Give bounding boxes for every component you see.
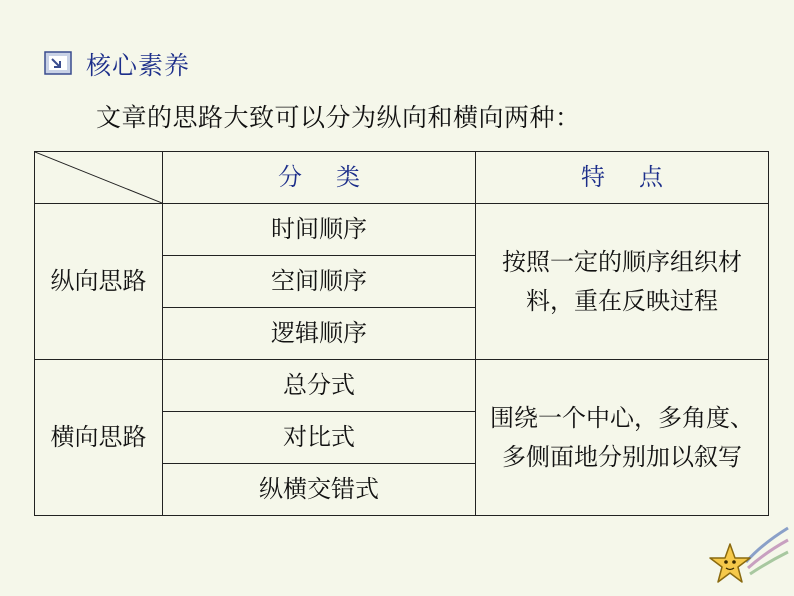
section-header [44,44,190,84]
category-item: 逻辑顺序 [163,308,476,360]
category-item: 总分式 [163,360,476,412]
category-item: 纵横交错式 [163,464,476,516]
group-feature: 按照一定的顺序组织材料，重在反映过程 [476,204,769,360]
category-item: 对比式 [163,412,476,464]
shooting-star-icon [702,522,790,592]
section-title: 核心素养 [86,51,191,80]
thinking-types-table [34,151,769,516]
table-row [35,360,769,412]
group-name: 横向思路 [35,360,163,516]
category-item: 空间顺序 [163,256,476,308]
group-feature: 围绕一个中心，多角度、多侧面地分别加以叙写 [476,360,769,516]
flag-icon [44,51,74,77]
intro-text: 文章的思路大致可以分为纵向和横向两种： [96,103,581,132]
table-row [35,204,769,256]
table-header-row [35,152,769,204]
feature-header: 特点 [476,152,769,204]
category-item: 时间顺序 [163,204,476,256]
diagonal-header-cell [35,152,163,204]
group-name: 纵向思路 [35,204,163,360]
category-header: 分类 [163,152,476,204]
